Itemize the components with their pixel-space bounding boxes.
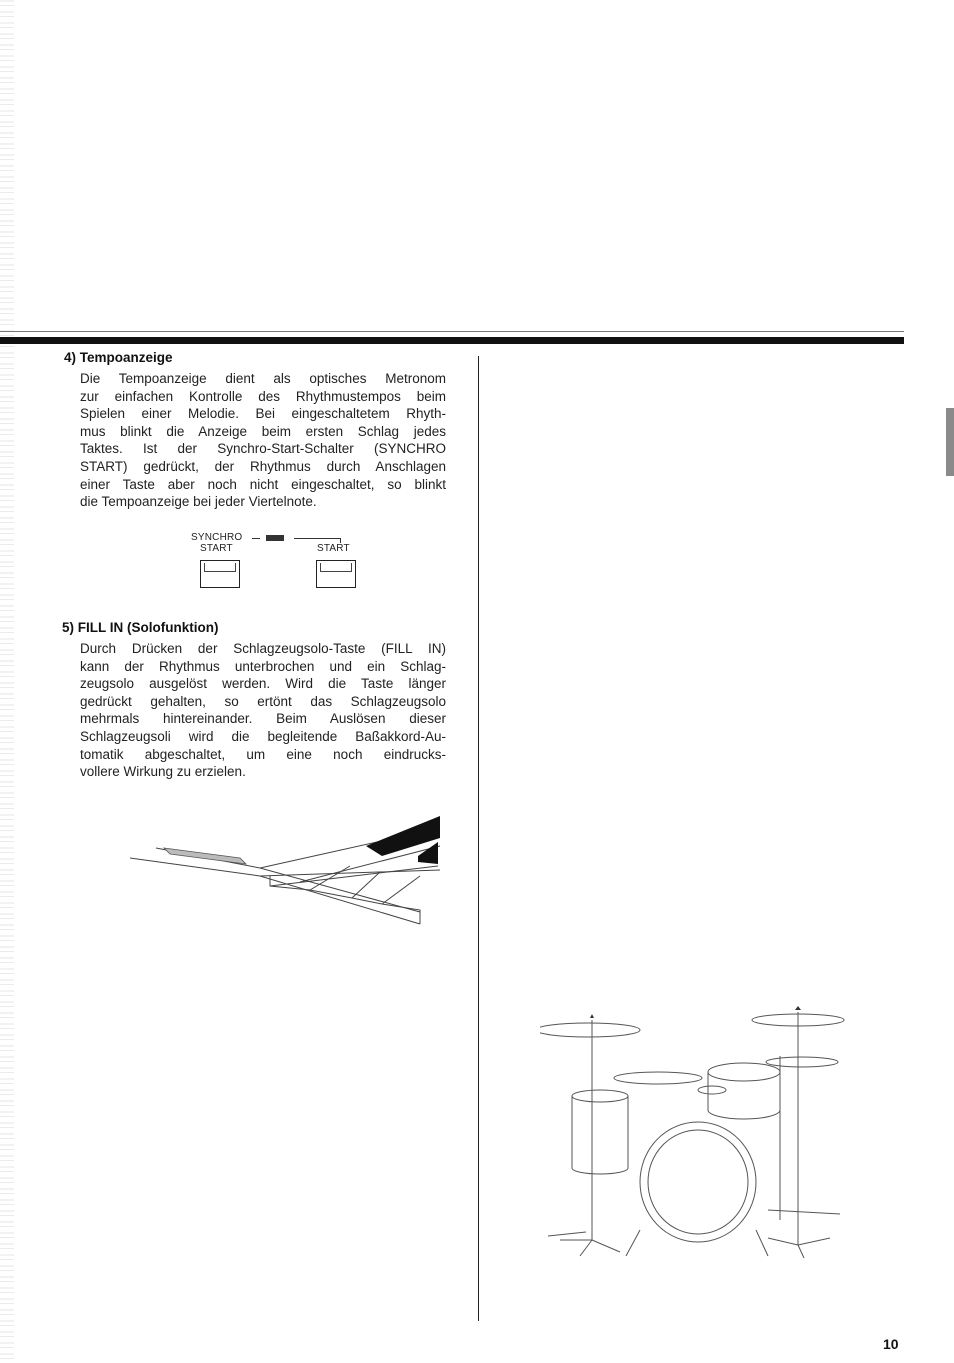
section-4-line: einer Taste aber noch nicht eingeschaltet, so blinkt <box>80 476 446 492</box>
scan-edge-noise <box>0 0 14 1363</box>
keyboard-fill-in-illustration <box>120 806 450 932</box>
section-5-line: tomatik abgeschaltet, um eine noch eindrucks- <box>80 746 446 762</box>
section-4-line: START) gedrückt, der Rhythmus durch Anschlagen <box>80 458 446 474</box>
header-rule-thick <box>0 337 904 344</box>
section-4-line: Taktes. Ist der Synchro-Start-Schalter (SYNCHRO <box>80 441 446 457</box>
section-5-heading: 5) FILL IN (Solofunktion) <box>62 620 219 635</box>
section-4-line: Die Tempoanzeige dient als optisches Metronom <box>80 371 446 386</box>
header-rule-thin <box>0 331 904 332</box>
label-dash <box>252 538 260 539</box>
start-label: START <box>317 543 350 554</box>
section-5-line: zeugsolo ausgelöst werden. Wird die Taste länger <box>80 676 446 692</box>
synchro-label-line2: START <box>200 543 233 554</box>
synchro-start-button[interactable] <box>200 560 240 588</box>
synchro-label-line1: SYNCHRO <box>191 532 243 543</box>
section-4-line: Spielen einer Melodie. Bei eingeschaltetem Rhyth- <box>80 406 446 422</box>
section-4-paragraph <box>80 370 446 511</box>
start-button[interactable] <box>316 560 356 588</box>
section-4-line: mus blinkt die Anzeige beim ersten Schlag jedes <box>80 423 446 439</box>
section-4-line: zur einfachen Kontrolle des Rhythmustempos beim <box>80 388 446 404</box>
side-thumb-tab <box>946 408 954 476</box>
section-5-line: gedrückt gehalten, so ertönt das Schlagzeugsolo <box>80 693 446 709</box>
label-connector-line <box>294 538 340 539</box>
column-divider <box>478 356 479 1321</box>
section-4-heading: 4) Tempoanzeige <box>64 350 173 365</box>
section-5-line: mehrmals hintereinander. Beim Auslösen dieser <box>80 711 446 727</box>
section-4-line: die Tempoanzeige bei jeder Viertelnote. <box>80 494 317 510</box>
drum-kit-illustration <box>540 1000 850 1260</box>
section-5-paragraph <box>80 640 446 781</box>
section-5-line: Schlagzeugsoli wird die begleitende Baßakkord-Au- <box>80 728 446 744</box>
page-number: 10 <box>883 1336 899 1352</box>
section-5-line: vollere Wirkung zu erzielen. <box>80 764 246 780</box>
tempo-indicator-led <box>266 535 284 541</box>
section-5-line: Durch Drücken der Schlagzeugsolo-Taste (FILL IN) <box>80 641 446 656</box>
section-5-line: kann der Rhythmus unterbrochen und ein Schlag- <box>80 658 446 674</box>
